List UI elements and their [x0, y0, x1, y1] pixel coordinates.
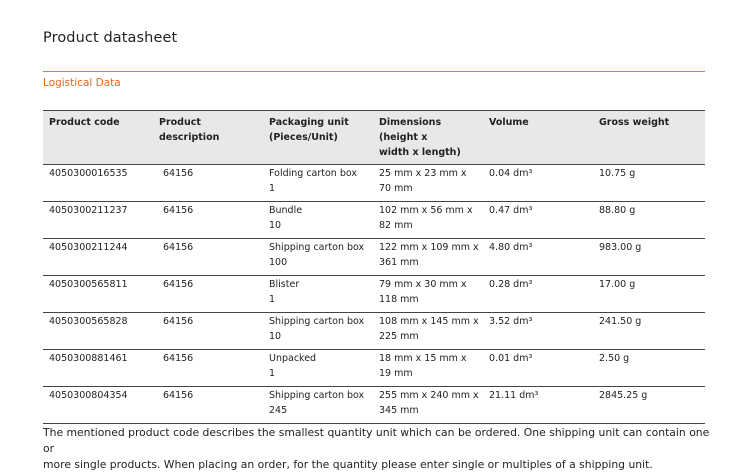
cell-dimensions-line2: 118 mm — [379, 294, 419, 305]
cell-volume-line1: 0.28 dm³ — [489, 279, 533, 290]
cell-product-description — [153, 202, 263, 239]
table-row — [43, 239, 705, 276]
cell-product-code-line1: 4050300211244 — [49, 242, 128, 253]
cell-gross-weight — [593, 313, 705, 350]
cell-gross-weight-line1: 10.75 g — [599, 168, 636, 179]
cell-product-description-line1: 64156 — [163, 353, 194, 364]
cell-packaging-unit-line2: 10 — [269, 331, 282, 342]
cell-dimensions-line2: 345 mm — [379, 405, 419, 416]
cell-packaging-unit-line1: Shipping carton box — [269, 316, 365, 327]
cell-product-description — [153, 239, 263, 276]
cell-gross-weight-line1: 2.50 g — [599, 353, 630, 364]
cell-product-code — [43, 387, 153, 424]
cell-dimensions-line2: 19 mm — [379, 368, 413, 379]
table-row — [43, 313, 705, 350]
table-row — [43, 350, 705, 387]
cell-dimensions-line1: 122 mm x 109 mm x — [379, 242, 479, 253]
cell-dimensions-line1: 18 mm x 15 mm x — [379, 353, 467, 364]
cell-volume — [483, 239, 593, 276]
header-packaging-line2: (Pieces/Unit) — [269, 132, 338, 143]
cell-volume — [483, 350, 593, 387]
cell-product-code-line1: 4050300211237 — [49, 205, 128, 216]
header-dimensions[interactable] — [373, 111, 483, 165]
cell-dimensions-line1: 25 mm x 23 mm x — [379, 168, 467, 179]
cell-dimensions — [373, 276, 483, 313]
cell-gross-weight-line1: 88.80 g — [599, 205, 636, 216]
cell-product-description-line1: 64156 — [163, 242, 194, 253]
cell-volume — [483, 387, 593, 424]
footer-note — [43, 425, 713, 473]
cell-product-description — [153, 313, 263, 350]
cell-product-description — [153, 165, 263, 202]
cell-packaging-unit-line2: 1 — [269, 183, 276, 194]
logistics-table — [43, 110, 705, 424]
cell-volume-line1: 0.01 dm³ — [489, 353, 533, 364]
cell-dimensions-line1: 108 mm x 145 mm x — [379, 316, 479, 327]
cell-product-code — [43, 313, 153, 350]
cell-gross-weight-line1: 17.00 g — [599, 279, 636, 290]
cell-packaging-unit-line1: Blister — [269, 279, 300, 290]
header-volume[interactable]: Volume — [483, 111, 593, 165]
table-row — [43, 202, 705, 239]
cell-product-description — [153, 350, 263, 387]
cell-dimensions — [373, 313, 483, 350]
cell-packaging-unit — [263, 387, 373, 424]
cell-packaging-unit — [263, 202, 373, 239]
cell-product-code — [43, 350, 153, 387]
cell-dimensions-line1: 79 mm x 30 mm x — [379, 279, 467, 290]
cell-dimensions — [373, 202, 483, 239]
cell-packaging-unit — [263, 350, 373, 387]
table-header-row — [43, 111, 705, 165]
cell-product-code-line1: 4050300881461 — [49, 353, 128, 364]
cell-product-description-line1: 64156 — [163, 316, 194, 327]
header-dimensions-line2: width x length) — [379, 147, 461, 158]
cell-packaging-unit-line1: Bundle — [269, 205, 303, 216]
cell-gross-weight-line1: 2845.25 g — [599, 390, 648, 401]
cell-packaging-unit — [263, 276, 373, 313]
cell-product-code — [43, 165, 153, 202]
cell-volume-line1: 0.47 dm³ — [489, 205, 533, 216]
cell-product-description-line1: 64156 — [163, 205, 194, 216]
table-row — [43, 387, 705, 424]
cell-product-description-line1: 64156 — [163, 168, 194, 179]
cell-product-code — [43, 239, 153, 276]
cell-product-code-line1: 4050300016535 — [49, 168, 128, 179]
cell-product-code — [43, 276, 153, 313]
cell-gross-weight-line1: 241.50 g — [599, 316, 642, 327]
header-packaging-line1: Packaging unit — [269, 117, 349, 128]
section-title: Logistical Data — [43, 77, 121, 89]
header-packaging-unit[interactable] — [263, 111, 373, 165]
cell-dimensions — [373, 165, 483, 202]
cell-dimensions-line1: 102 mm x 56 mm x — [379, 205, 473, 216]
cell-dimensions-line1: 255 mm x 240 mm x — [379, 390, 479, 401]
cell-volume-line1: 4.80 dm³ — [489, 242, 533, 253]
cell-packaging-unit — [263, 313, 373, 350]
cell-dimensions — [373, 239, 483, 276]
cell-packaging-unit-line2: 1 — [269, 294, 276, 305]
cell-packaging-unit — [263, 165, 373, 202]
cell-product-description — [153, 387, 263, 424]
footer-note-line2: more single products. When placing an order, for the quantity please enter single or multiples of a shipping unit. — [43, 458, 653, 471]
cell-product-code-line1: 4050300804354 — [49, 390, 128, 401]
cell-packaging-unit-line1: Unpacked — [269, 353, 317, 364]
cell-gross-weight — [593, 387, 705, 424]
cell-packaging-unit-line1: Shipping carton box — [269, 390, 365, 401]
cell-packaging-unit — [263, 239, 373, 276]
cell-product-description-line1: 64156 — [163, 279, 194, 290]
cell-dimensions-line2: 225 mm — [379, 331, 419, 342]
cell-gross-weight — [593, 350, 705, 387]
cell-volume-line1: 3.52 dm³ — [489, 316, 533, 327]
section-divider — [43, 71, 705, 72]
header-product-description[interactable]: Product description — [153, 111, 263, 165]
cell-packaging-unit-line1: Folding carton box — [269, 168, 358, 179]
cell-volume — [483, 313, 593, 350]
cell-gross-weight — [593, 165, 705, 202]
header-dimensions-line1: Dimensions (height x — [379, 117, 442, 143]
cell-volume — [483, 165, 593, 202]
cell-product-description — [153, 276, 263, 313]
header-product-code[interactable]: Product code — [43, 111, 153, 165]
cell-dimensions-line2: 361 mm — [379, 257, 419, 268]
cell-packaging-unit-line2: 245 — [269, 405, 288, 416]
cell-product-code-line1: 4050300565828 — [49, 316, 128, 327]
cell-gross-weight — [593, 239, 705, 276]
footer-note-line1: The mentioned product code describes the smallest quantity unit which can be ordered. One shipping unit can contain one or — [43, 426, 710, 455]
cell-packaging-unit-line2: 10 — [269, 220, 282, 231]
cell-packaging-unit-line1: Shipping carton box — [269, 242, 365, 253]
cell-dimensions — [373, 387, 483, 424]
header-gross-weight[interactable]: Gross weight — [593, 111, 705, 165]
cell-dimensions-line2: 70 mm — [379, 183, 413, 194]
cell-gross-weight-line1: 983.00 g — [599, 242, 642, 253]
cell-dimensions — [373, 350, 483, 387]
cell-dimensions-line2: 82 mm — [379, 220, 413, 231]
cell-volume-line1: 0.04 dm³ — [489, 168, 533, 179]
cell-gross-weight — [593, 276, 705, 313]
cell-volume-line1: 21.11 dm³ — [489, 390, 539, 401]
cell-packaging-unit-line2: 1 — [269, 368, 276, 379]
cell-product-code-line1: 4050300565811 — [49, 279, 128, 290]
cell-product-code — [43, 202, 153, 239]
table-row — [43, 165, 705, 202]
table-row — [43, 276, 705, 313]
cell-gross-weight — [593, 202, 705, 239]
cell-volume — [483, 276, 593, 313]
cell-packaging-unit-line2: 100 — [269, 257, 288, 268]
cell-product-description-line1: 64156 — [163, 390, 194, 401]
cell-volume — [483, 202, 593, 239]
page-title: Product datasheet — [43, 30, 178, 46]
